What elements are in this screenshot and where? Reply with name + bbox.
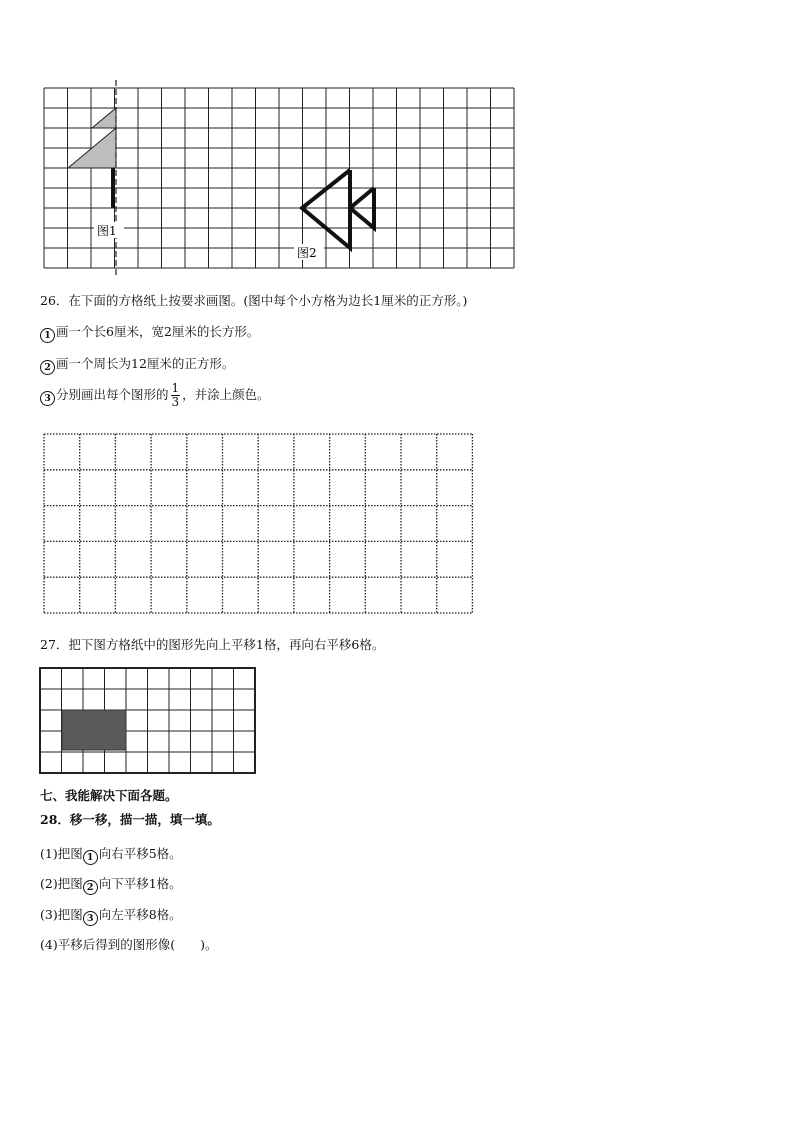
q28-item-1: (1)把图 1 向右平移5格。 (40, 846, 182, 863)
figure2-label: 图2 (297, 246, 317, 260)
circled-number: 2 (40, 360, 55, 375)
q26-item-2: 2 画一个周长为12厘米的正方形。 (40, 354, 234, 375)
q27-stem: 27．把下图方格纸中的图形先向上平移1格，再向右平移6格。 (40, 637, 385, 652)
circled-number: 3 (40, 391, 55, 406)
top-grid-figure (0, 0, 794, 290)
circled-number: 1 (83, 850, 98, 865)
section7-heading: 七、我能解决下面各题。 (40, 788, 178, 803)
figure1-label: 图1 (97, 224, 117, 238)
circled-number: 2 (83, 880, 98, 895)
figure1-triangle-upper (92, 108, 116, 128)
q28-stem: 28．移一移，描一描，填一填。 (40, 812, 220, 827)
q28-item-4: (4)平移后得到的图形像( )。 (40, 937, 218, 952)
q26-item-1: 1 画一个长6厘米，宽2厘米的长方形。 (40, 322, 259, 343)
fraction-one-third: $\frac{1}{3}$ (171, 381, 180, 409)
q26-item-3: 3 分别画出每个图形的 $\frac{1}{3}$ ，并涂上颜色。 (40, 382, 270, 409)
q28-item-3: (3)把图 3 向左平移8格。 (40, 907, 182, 924)
q28-item-2: (2)把图 2 向下平移1格。 (40, 876, 182, 893)
circled-number: 1 (40, 328, 55, 343)
circled-number: 3 (83, 911, 98, 926)
q27-shaded-rectangle (62, 710, 126, 750)
q26-stem: 26．在下面的方格纸上按要求画图。(图中每个小方格为边长1厘米的正方形。) (40, 293, 468, 308)
